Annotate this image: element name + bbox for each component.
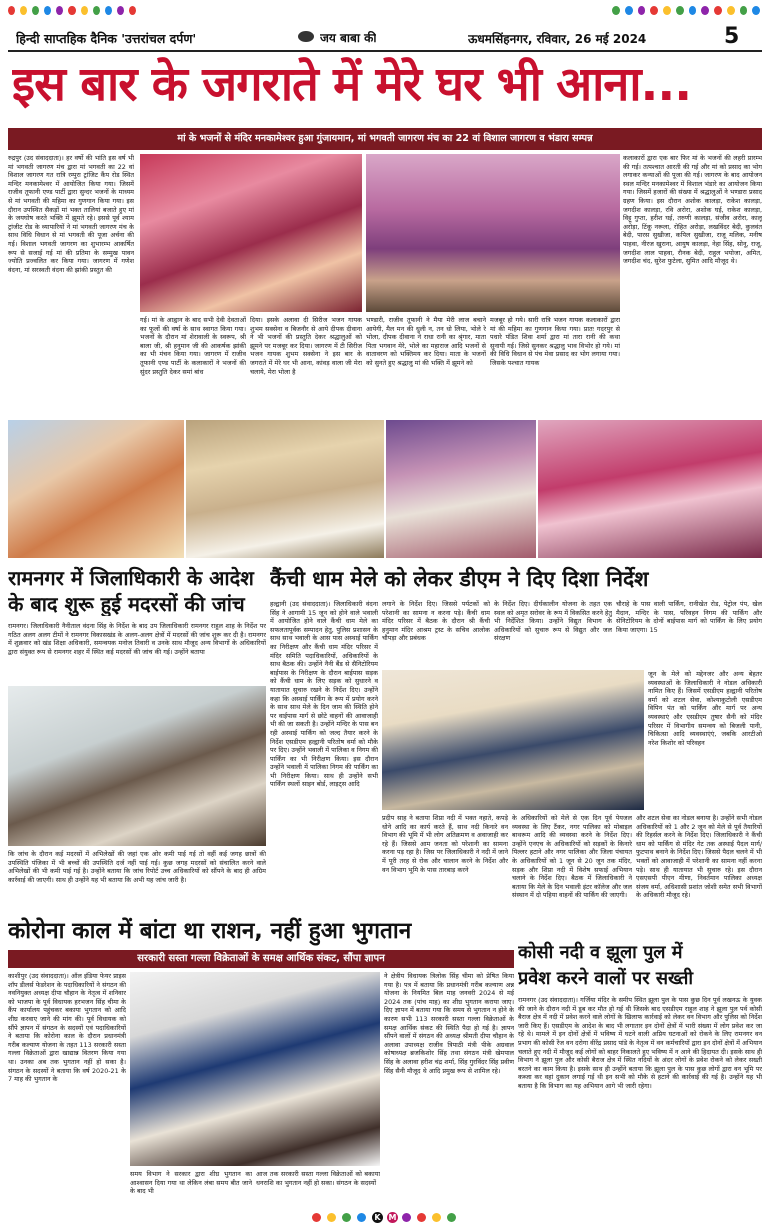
kosi-headline-1: कोसी नदी व झूला पुल में [518,942,683,963]
madrasa-intro: रामनगर। जिलाधिकारी नैनीताल वंदना सिंह के निर्देश के बाद उप जिलाधिकारी रामनगर राहुल शाह के निर्देश पर गठित अलग अलग टीमों ने रामनगर विकासखंड के अलग-अलग क्षेत्रों में मदरसों की जांच शुरू कर दी है। रामनगर में शुक्रवार को खंड शिक्षा अधिकारी, समन्वयक मनोज तिवारी व उनके साथ मौजूद अन्य विभागों के अधिकारियों द्वारा संयुक्त रूप से रामनगर शहर में स्थित कई मदरसों की जांच की गई। उन्होंने बताया [8,622,266,656]
jagran-col-5: मजबूर हो गये। सारी रात्रि भजन गायक कलाकारों द्वारा मां की महिमा का गुणगान किया गया। प्रातः गदरपुर से पधारे पंडित शिवा शर्मा द्वारा मां तारा रानी की कथा सुनायी गई। जिसे सुनकर श्रद्धालु भाव विभोर हो गये। मां की विधि विधान से पंच मेवा प्रसाद का भोग लगाया गया। जिसके पश्चात गायक [490,316,620,367]
dot-icon [663,6,671,15]
dot-icon [44,6,51,15]
dot-icon [625,6,633,15]
corona-memorandum-photo [130,972,380,1166]
dot-icon [650,6,658,15]
madrasa-outro: कि जांच के दौरान कई मदरसों में अभिलेखों की जहां एक ओर कमी पाई गई तो वहीं कई जगह छात्रों की उपस्थिति पंजिका में भी बच्चों की उपस्थिति दर्ज नहीं पाई गई। कुछ जगह मदरसों को संचालित करने वाले अभिलेखों की भी कमी पाई गई है। उन्होंने बताया कि जांच रिपोर्ट उच्च अधिकारियों को सौंपने के बाद ही अग्रिम कार्रवाई की जाएगी। साथ ही उन्होंने यह भी बताया कि अभी यह जांच जारी है। [8,850,266,884]
dot-icon [20,6,27,15]
dot-icon [612,6,620,15]
kainchi-col-1: हल्द्वानी (उद संवाददाता)। जिलाधिकारी वंदना सिंह ने आगामी 15 जून को होने वाले भवाली में आयोजित होने वाले कैंची धाम मेले का सफलतापूर्वक सम्पादन हेतु, पुलिस प्रशासन के साथ साथ भवाली के आस पास अस्थाई पार्किंग का निरीक्षण और कैंची धाम मंदिर परिसर में मंदिर समिति पदाधिकारियों, अधिकारियों के साथ बैठक की। उन्होंने नैनी बैंड से सैनिटोरियम बाईपास के निरीक्षण के दौरान बाईपास सड़क को कैंची धाम के लिए सड़क को सुधारने व यातायात सुचारु रखने के निर्देश दिए। उन्होंने कहा कि अस्थाई पार्किंग के रूप में प्रयोग करने के साथ साथ मेले के दिन जाम की स्थिति होने पर वाईपास मार्ग से छोटे वाहनों की आवाजाही भी की जा सकती है। उन्होंने मन्दिर के पास बन रही अस्थाई पार्किंग को जल्द तैयार करने के निर्देश एसडीएम हल्द्वानी परितोष वर्मा को मौके पर दिए। उन्होंने भवाली में पालिका व निगम की पार्किंग का भी निरीक्षण किया। इस दौरान उन्होंने भवाली में पालिका निगम की पार्किंग का भी निरीक्षण किया। साथ ही उन्होंने सभी पार्किंग स्थलों साइन बोर्ड, लाइट्स आदि [270,600,378,789]
dot-icon [740,6,748,15]
jagran-photo-bhandara [386,420,536,558]
jai-baba-group [298,28,438,46]
kainchi-col-5: के अधिकारियों को मेले से एक दिन पूर्व पेयजल व्यवस्था के लिए टैंकर, नगर पालिका को मोबाइल बाथरूम आदि की व्यवस्था करने के निर्देश दिए। उन्होंने एनएच के अधिकारियों को सड़कों के किनारे पिल्लर हटाने और नगर पालिका और जिला पंचायत के अधिकारियों को 1 जून से 20 जून तक मंदिर, सड़क और शिप्रा नदी में विशेष सफाई अभियान चलाने के निर्देश दिए। बैठक में जिलाधिकारी ने बताया कि मेले के दिन भवाली इंटर कॉलेज और जल संस्थान में दो पहिया वाहनों की पार्किंग की जाएगी। [512,814,632,900]
kainchi-col-3: के निर्देश दिए। दीर्घकालीन योजना के तहत एक स्थल को अमृत सरोवर के रूप में विकसित करने हेतु भी निर्देशित किया। उन्होंने विद्युत विभाग के अधिकारियों को सुचारु रूप से विद्युत और जल संरक्षण [494,600,612,643]
dot-icon [714,6,722,15]
dot-icon [727,6,735,15]
dot-icon [105,6,112,15]
dot-icon [81,6,88,15]
corona-col-4: ने क्षेत्रीय विधायक त्रिलोक सिंह चीमा को प्रेषित किया गया है। पत्र में बताया कि प्रधानमंत्री गरीब कल्याण अन्न योजना के नियमित बिल माह जनवरी 2024 से मई 2024 तक (पांच माह) का शीघ्र भुगतान कराया जाए। दिए ज्ञापन में बताया गया कि समय से भुगतान न होने के कारण सभी 113 सरकारी सस्ता गल्ला विक्रेताओं के समक्ष आर्थिक संकट की स्थिति पैदा हो गई है। ज्ञापन सौंपने वालों में संगठन की अध्यक्ष श्रीमती दीपा चौहान के अलावा उपाध्यक्ष राजीव त्रिपाठी मंत्री पीके अग्रवाल कोषाध्यक्ष ब्रजकिशोर सिंह तथा संगठन मंत्री खेमपाल सिंह के अलावा हरीश चंद्र शर्मा, सिंह गुरविंदर सिंह प्रवीण सिंह सैनी मौजूद थे आदि प्रमुख रूप से शामिल रहे। [384,972,514,1075]
footer-letter-k: K [372,1212,383,1223]
dot-icon [93,6,100,15]
jai-baba-text: जय बाबा की [320,31,377,45]
jagran-photo-tableau [8,420,184,558]
madrasa-headline-2: के बाद शुरू हुई मदरसों की जांच [8,592,245,616]
jagran-col-4: भण्डारी, राजीव तूफानी ने मैया मेरी लाज बचाने आयेगी, मैल मन की धुली न, तन धो लिया, भोले रे भोला, दीपक दीवाना ने राधा रानी का श्रृंगार, माता पिता भगवान मेरे, भोले का महाराज आदि भजनों से वातावरण को भक्तिमय कर दिया। माता के भजनों को सुनते हुए श्रद्धालु मां की भक्ति में झूमने को [366,316,486,367]
jagran-col-2: गई। मां के आह्वान के बाद सभी देवी देवताओं का फूलों की वर्षा के साथ स्वागत किया गया। भजनों के दौरान मां शेरावाली के स्वरूप, श्री बाला जी, श्री हनुमान जी की आकर्षक झांकी का भी मंचन किया गया। जागरण में राजीव तूफानी एण्ड पार्टी के कलाकारों ने भजनों की सुंदर प्रस्तुति देकर समां बांध [140,316,246,376]
jagran-photo-devotees [140,154,362,312]
dot-icon [701,6,709,15]
dot-icon [447,1213,456,1222]
jagran-col-3: दिया। इसके अलावा दी सिरीज भजन गायक शुभम सक्सेना व बिजनौर से आये दीपक दीवाना ने भी भजनों की प्रस्तुति देकर श्रद्धालुओं को झूमने पर मजबूर कर दिया। जागरण में टी सिरीज भजन गायक शुभम सक्सेना ने इस बार के जगराते में मेरे घर भी आना, कांवड़ वाला जी मेरा चलाये, मेरा भोला है [250,316,362,376]
dot-icon [689,6,697,15]
dot-icon [8,6,15,15]
dot-icon [402,1213,411,1222]
dot-icon [342,1213,351,1222]
paper-name: हिन्दी साप्तहिक दैनिक 'उत्तरांचल दर्पण' [16,31,197,46]
footer-letter-m: M [388,1212,397,1222]
logo-icon [298,31,314,42]
dot-icon [56,6,63,15]
dot-icon [357,1213,366,1222]
corona-banner: सरकारी सस्ता गल्ला विक्रेताओं के समक्ष आर्थिक संकट, सौंपा ज्ञापन [8,950,514,968]
dot-icon [68,6,75,15]
jagran-col-1: रुद्रपुर (उद संवाददाता)। हर वर्षो की भांति इस वर्ष भी मां भगवती जागरण मंच द्वारा मां भगवती का 22 वां विशाल जागरण गत रात्रि रम्पुरा ट्रांजिट कैंप रोड स्थित मन्दिर मनकामेश्वर में आयोजित किया गया। जिसमें राजीव तूफानी एण्ड पार्टी द्वारा सुन्दर भजनों के माध्यम से मां भगवती की महिमा का गुणगान किया गया। इस दौरान उपस्थित सैकड़ों मां भक्त तालियां बजाते हुए मां के जयघोष करते भक्ति में झूमते रहे। इससे पूर्व श्याम ट्रांजीट रोड के व्यापारियों ने मां भगवती जागरण मंच के साथ विधि विधान से मां भगवती की पूजा अर्चना की गई। विशाल भगवती जागरण का शुभारम्भ आकर्षित रूप से सजाई गई मां की प्रतिमा के सम्मुख पावन ज्योति प्रज्वलित कर किया गया। जागरण में गणेश वंदना, मां सरस्वती वंदना की झांकी प्रस्तुत की [8,154,134,274]
corona-col-2: समय विभाग ने सरकार द्वारा शीघ्र भुगतान का आश्वासन दिया गया था लेकिन लंबा समय बीत जाने के बाद भी [130,1170,252,1196]
corona-col-3: आज तक सरकारी सस्ता गल्ला विक्रेताओं को बकाया धनराशि का भुगतान नहीं हो सका। संगठन के सदस्यों [256,1170,380,1187]
dot-icon [752,6,760,15]
dot-icon [129,6,136,15]
edition-date: ऊधमसिंहनगर, रविवार, 26 मई 2024 [468,32,647,46]
color-dots-left [8,6,138,18]
dot-icon [432,1213,441,1222]
color-dots-right [612,6,762,18]
corona-headline: कोरोना काल में बांटा था राशन, नहीं हुआ भुगतान [8,918,412,944]
kosi-headline-2: प्रवेश करने वालों पर सख्ती [518,968,694,989]
kosi-body: रामनगर (उद संवाददाता)। गर्जिया मंदिर के समीप स्थित झूला पुल के पास कुछ दिन पूर्व लखनऊ के युवक की जाने के दौरान नदी में डूब कर मौत हो गई थी जिसके बाद एसडीएम राहुल शाह ने झूला पुल पर्व कोसी बैराज क्षेत्र में नदी में प्रवेश करने वाले लोगों के खिलाफ कार्रवाई को लेकर वन विभाग और पुलिस को निर्देश जारी किए हैं। एसडीएम के आदेश के बाद भी लगातार इन दोनों क्षेत्रों में भारी संख्या में लोग प्रवेश कर जा रहे थे। मामले में इन दोनों क्षेत्रों में भविष्य में घटने वाली अप्रिय घटनाओं को रोकने के लिए रामनगर वन प्रभाग की कोसी रेंज वन दरोगा वीरेंद्र प्रसाद पांडे के नेतृत्व में वन कर्मचारियों द्वारा इन दोनों क्षेत्रों में अभियान चलाते हुए नदी में मौजूद कई लोगों को बाहर निकालते हुए भविष्य में न आने की हिदायत दी। इसके साथ ही विभाग ने झूला पुल और कोसी बैराज क्षेत्र में स्थित नदियों के अंदर लोगों के प्रवेश रोकने को लेकर सख्ती बरतने का काम किया है। इसके साथ ही उन्होंने बताया कि झूला पुल के पास कुछ लोगों द्वारा वन भूमि पर कब्जा कर वहां दुकान लगाई गई थी इन सभी को मौके से हटाने की कार्रवाई की गई है। उन्होंने यह भी बताया है कि विभाग का यह अभियान आगे भी जारी रहेगा। [518,996,762,1090]
jagran-photo-organizers [186,420,384,558]
jagran-photo-women [538,420,762,558]
kainchi-col-6a: चौराहे के पास वाली पार्किंग, रानीखेत रोड, पेट्रोल पंप, खेल मैदान, मन्दिर के पास, परिवहन निगम की पार्किंग और सेनिटोरियम के दोनों बाईपास मार्ग को पार्किंग के लिए प्रयोग किया जाएगा। 15 [616,600,762,634]
jagran-col-6: कलाकारों द्वारा एक बार फिर मां के भजनों की लहरी प्रारम्भ की गई। तत्पश्चात आरती की गई और मां को प्रसाद का भोग लगाकर कन्याओं की पूजा की गई। जागरण के बाद आयोजन स्थल मन्दिर मनकामेश्वर में विशाल भंडारे का आयोजन किया गया। जिसमें हजारों की संख्या में श्रद्धालुओं ने भण्डारा प्रसाद ग्रहण किया। इस दौरान अशोक कालड़ा, राकेश कालड़ा, जगदीश कालड़ा, रवि अरोरा, अशोक घई, राकेश कालड़ा, विट्टू गुप्ता, हरीश घई, तरुणी कालड़ा, संजीव अरोरा, कालू अरोड़ा, टिंकू नरूला, रोहित अरोड़ा, लखविंदर बेदी, कुलवंत बेदी, पारस सुखीजा, कपिल सुखीजा, राजू मलिक, मनीष पाहवा, नीरज खुराना, आयुष कालड़ा, नेहा सिंह, सोनू, राजू, जगदीश लाल पाहवा, रौनक बेदी, राहुल भयोजा, अमित, जगदीश चंद, सुरेश फुटेला, सुमित आदि मौजूद थे। [623,154,762,266]
madrasa-photo [8,686,266,846]
jagran-banner: मां के भजनों से मंदिर मनकामेश्वर हुआ गुंजायमान, मां भगवती जागरण मंच का 22 वां विशाल जागरण व भंडारा सम्पन्न [8,128,762,150]
page-number: 5 [724,24,740,49]
madrasa-headline-1: रामनगर में जिलाधिकारी के आदेश [8,566,254,590]
dot-icon [676,6,684,15]
corona-col-1: काशीपुर (उद संवाददाता)। ऑल इंडिया फेयर प्राइस शॉप डीलर्स फेडरेशन के पदाधिकारियों ने संगठन की नवनियुक्त अध्यक्ष दीपा चौहान के नेतृत्व में शनिवार को भाजपा के पूर्व विधायक हरभजन सिंह चीमा के कैंप कार्यालय पहुंचकर बकाया भुगतान को आदि शीघ्र करवाए जाने की मांग की। पूर्व विधायक को सौंपे ज्ञापन में संगठन के सदस्यों एवं पदाधिकारियों ने बताया कि कोरोना काल के दौरान प्रधानमंत्री गरीब कल्याण योजना के तहत 113 सरकारी सस्ता गल्ला विक्रेताओं द्वारा खाद्यान्न वितरण किया गया था। उनका अब तक भुगतान नहीं हो सका है। संगठन के सदस्यों ने बताया कि वर्ष 2020-21 के 7 माह की भुगतान के [8,972,126,1084]
kainchi-col-2: लगाने के निर्देश दिए। जिससे पर्यटकों को परेशानी का सामना न करना पड़े। कैंची धाम मंदिर परिसर में बैठक के दौरान श्री कैंची हनुमान मंदिर आश्रम ट्रस्ट के सचिव आलोक चौपड़ा और प्रबंधक [382,600,490,643]
dot-icon [417,1213,426,1222]
dot-icon [327,1213,336,1222]
masthead [8,24,762,52]
dot-icon [312,1213,321,1222]
dot-icon [638,6,646,15]
kainchi-meeting-photo [382,670,644,810]
dot-icon [32,6,39,15]
kainchi-col-4: प्रदीप साह ने बताया शिप्रा नदी में भक्त नहाते, कपड़े धोने आदि का कार्य करते हैं, साथ नदी किनारे वन विभाग की भूमि में भी लोग अतिक्रमण व अवाजाही कर रहे हैं। जिससे आम जनता को परेशानी का सामना करना पड़ रहा है। जिस पर जिलाधिकारी ने नदी में जाने में पूरी तरह से रोक और चालान करने के निर्देश और वन विभाग भूमि के पास तारबाड़ करने [382,814,508,874]
kainchi-col-6b: जून के मेले को मद्देनजर और अन्य बेहतर व्यवस्थाओं के जिलाधिकारी ने नोडल अधिकारी नामित किए हैं। जिसमें एसडीएम हल्द्वानी परितोष वर्मा को शटल सेवा, कोश्याकुटोली एसडीएम विपिन पंत को पार्किंग और मार्ग पर अन्य व्यवस्थाएं और एसडीएम तुषार सैनी को मंदिर परिसर में विभागीय समन्वय को बिजली पानी, चिकित्सा आदि व्यवस्थाएंएं, जबकि आरटीओ नरेश किशोर को परिवहन [648,670,762,747]
kainchi-col-6c: और शटल सेवा का नोडल बनाया है। उन्होंने सभी नोडल अधिकारियों को 1 और 2 जून को मेले से पूर्व तैयारियों की रिहर्सल करने के निर्देश दिए। जिलाधिकारी ने कैंची धाम को पार्किंग से मंदिर गेट तक अस्थाई पैदल मार्ग/फुटपाथ बनाने के निर्देश दिए। जिससे पैदल चलने में भी भक्तों को आवाजाही में परेशानी का सामना नहीं करना पड़े। साथ ही यातायात भी सुचारु रहे। इस दौरान एसएसपी पीएन मीणा, निवर्तमान पालिका अध्यक्ष संजय वर्मा, अधिशासी प्रशांत जोशी समेत सभी विभागों के अधिकारी मौजूद रहे। [636,814,762,900]
jagran-photo-stage [366,154,620,312]
footer-bar [8,1211,762,1223]
kainchi-headline: कैंची धाम मेले को लेकर डीएम ने दिए दिशा निर्देश [270,567,649,591]
dot-icon [117,6,124,15]
main-headline: इस बार के जगराते में मेरे घर भी आना... [12,57,692,112]
